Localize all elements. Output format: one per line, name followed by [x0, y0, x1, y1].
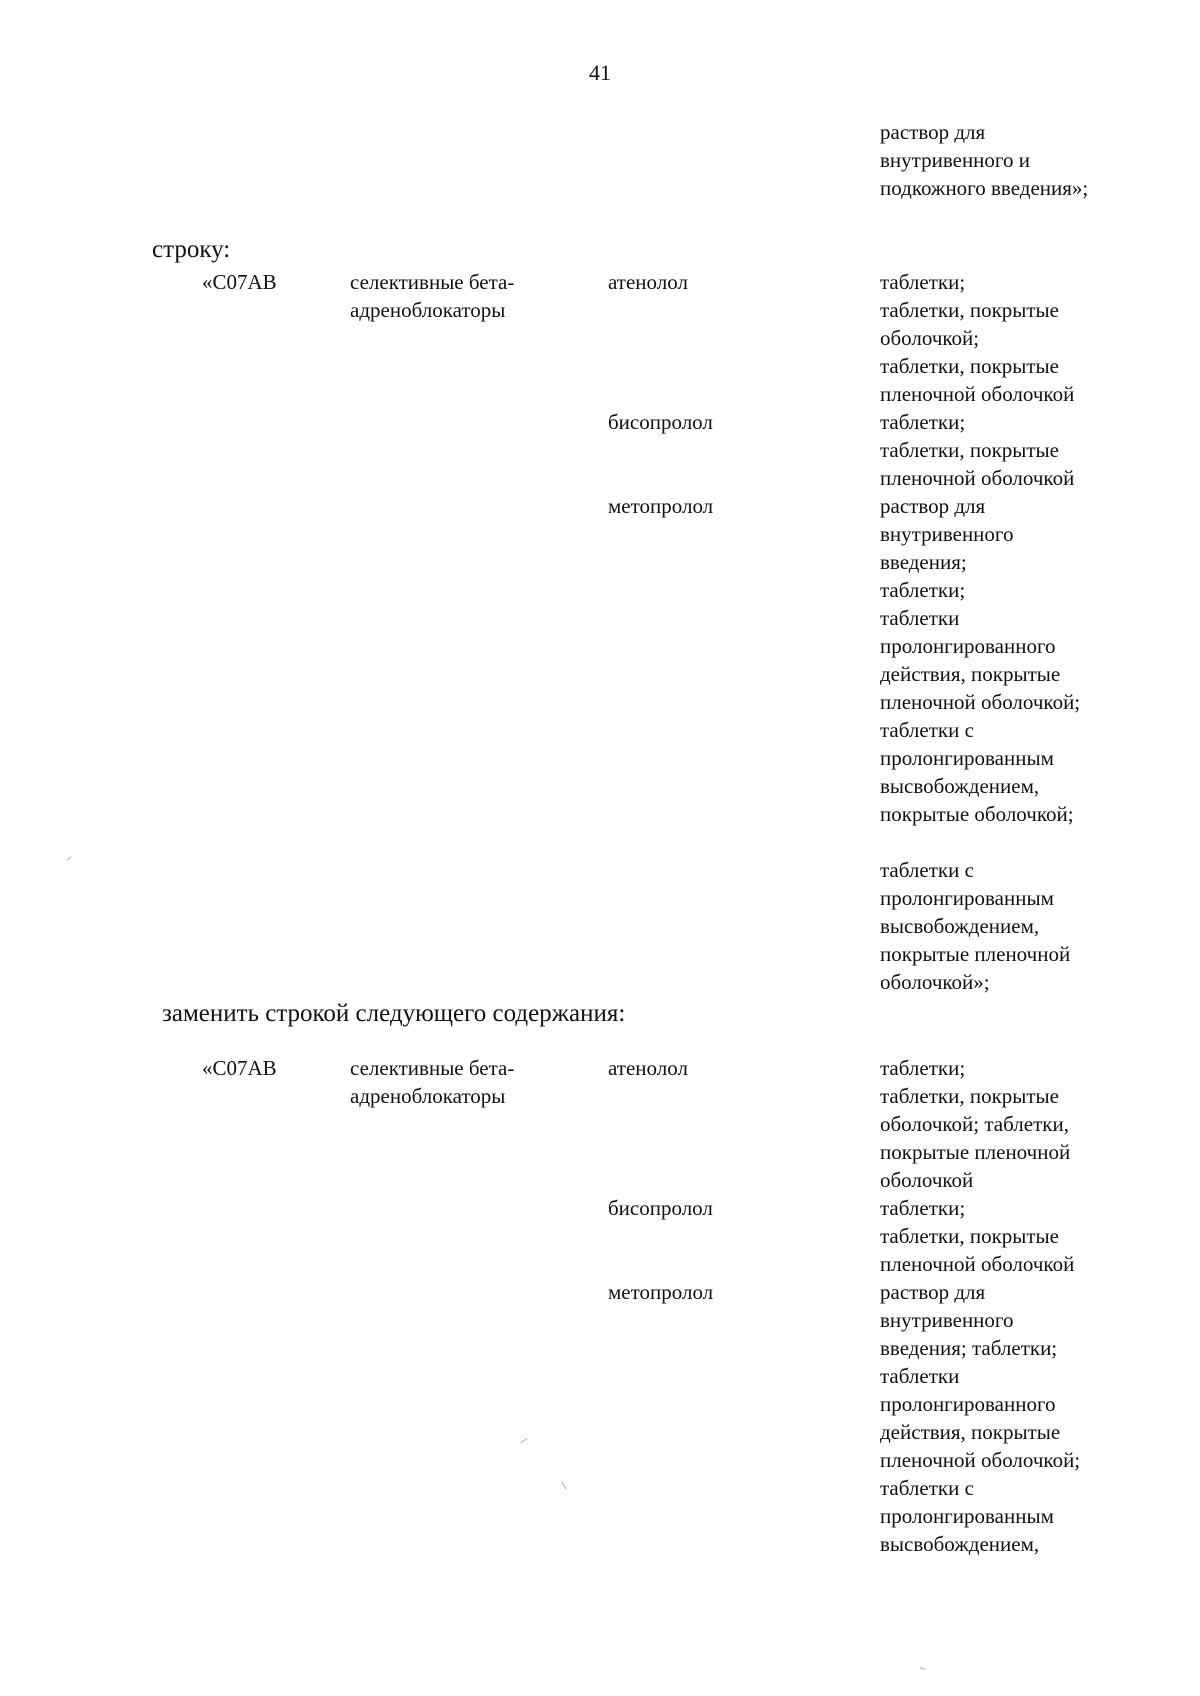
new-drug-name: бисопролол — [608, 1196, 713, 1220]
new-drug-name: метопролол — [608, 1280, 714, 1304]
old-extra-forms: таблетки с пролонгированным высвобождением, покрытые пленочной оболочкой»; — [880, 858, 1071, 994]
old-atc-code: «C07AB — [202, 270, 277, 294]
new-block-intro: заменить строкой следующего содержания: — [162, 1000, 626, 1027]
new-drug-forms: раствор для внутривенного введения; таблетки; таблетки пролонгированного действия, покрытые пленочной оболочкой; таблетки с пролонгированным высвобождением, — [880, 1280, 1081, 1556]
scan-speck — [562, 1482, 567, 1489]
scan-speck — [920, 1667, 925, 1670]
new-group-name: селективные бета- адреноблокаторы — [350, 1056, 515, 1108]
old-drug-forms: таблетки; таблетки, покрытые пленочной оболочкой — [880, 410, 1075, 490]
old-block-intro: строку: — [152, 236, 231, 263]
page-number: 41 — [589, 60, 611, 85]
old-drug-forms: раствор для внутривенного введения; таблетки; таблетки пролонгированного действия, покрытые пленочной оболочкой; таблетки с пролонгированным высвобождением, покрытые оболочкой; — [880, 494, 1081, 826]
old-drug-forms: таблетки; таблетки, покрытые оболочкой; таблетки, покрытые пленочной оболочкой — [880, 270, 1075, 406]
old-drug-name: метопролол — [608, 494, 714, 518]
old-group-name: селективные бета- адреноблокаторы — [350, 270, 515, 322]
top-continuation-forms: раствор для внутривенного и подкожного введения»; — [880, 120, 1089, 200]
scan-speck — [520, 1438, 527, 1443]
new-atc-code: «C07AB — [202, 1056, 277, 1080]
new-drug-forms: таблетки; таблетки, покрытые пленочной оболочкой — [880, 1196, 1075, 1276]
new-drug-name: атенолол — [608, 1056, 688, 1080]
old-drug-name: атенолол — [608, 270, 688, 294]
scan-speck — [66, 856, 71, 861]
new-drug-forms: таблетки; таблетки, покрытые оболочкой; таблетки, покрытые пленочной оболочкой — [880, 1056, 1071, 1192]
old-drug-name: бисопролол — [608, 410, 713, 434]
